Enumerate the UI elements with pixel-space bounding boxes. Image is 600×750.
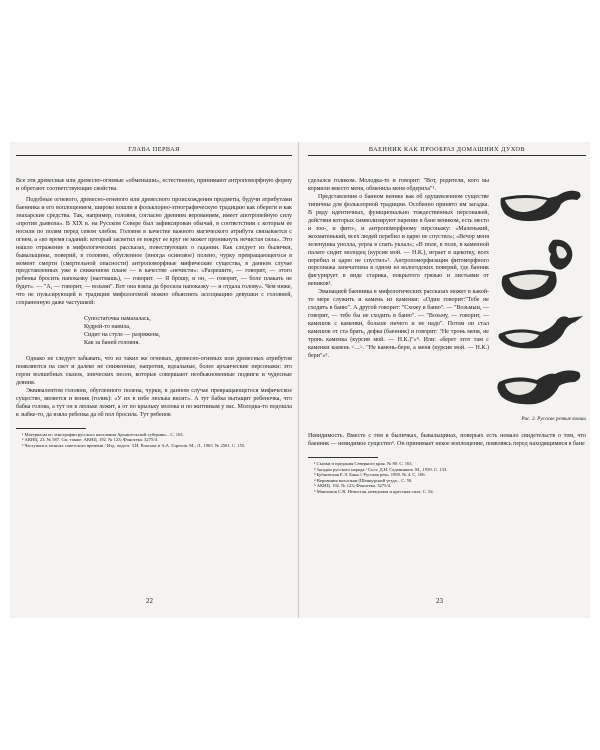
ladle-illustration-2 [495,236,586,306]
verse-line: Супостаточка намазалась, [84,316,151,323]
ladle-illustration-4 [495,364,586,412]
paragraph: Эквивалентом головни, обугленного полена, чурки, в данном случае превращающегося мифическое существо, является и веник (голик): «У их в избе люлька висит». А тут бабка вытащит ребеночка, что бабка голова, а тут он в люльке лежит, а от по крыльку молока и по житникам у вас. Молодка-то подошла к зыбке-то, да взяла ребенка да об пол бросила. Тут ребенок [16,387,292,418]
footnote: ⁵ АКНЦ. 192. № 123; Фонотека. 3275/4. [314,483,392,489]
text-column [308,178,489,430]
footnote: ³ Бубновская Е.Э. Баня // Русская речь. 1990. № 4. С. 106. [314,472,426,478]
right-page [308,146,586,494]
figure-caption: Рис. 3. Русские резные ковши [521,416,586,422]
footnote: ⁴ Верования вологжан (Шенкурский уезда... С. 59. [314,477,413,483]
verse-line: Сидит на стуле — разряжена, [84,332,161,339]
paragraph: Представления о банном венике как об одушевленном существе типичны для фольклорной традиции. Особенно принято им загадка. В ряду идентичных, функционально тождественных персонажей, действия которых символизируют парение в бане веником, есть место и зоо-, и фито-, и антропоморфному персонажу: «Маленький, жохматенький, всех людей перебил и царю не спустил»; «Вечор меня зеленушка уполла, уерла в спать уклал»; «В поле, в поле, в каменной палате сидит молодец (курсив мой. — Н.К.), играет в щекотку, всех перебил и царю не спустил»². Антропоморфизация фитоморфного персонажа запечатлена в одном из вологодских поверий, где банник фигурирует в виде старика, покрытого грязью и листьями от веников³. [308,193,490,288]
footnote: ³ Частушки в записях советского времени / Изд. подгот. З.И. Власова и А.А. Горелов. М.; Л., 1965. № 2501. С. 155. [22,442,246,448]
left-head-rule [16,155,292,156]
left-page [16,146,292,448]
right-page-number: 23 [436,597,443,605]
verse-line: Кудрей-то навила, [84,324,131,331]
left-running-head: ГЛАВА ПЕРВАЯ [128,146,180,153]
paragraph: Однако не следует забывать, что из таких же огневых, древесно-огневых или древесных атрибутов появляются на свет и далеко не сниженные, напротив, идеальные, более архаические персонажи: это герои волшебных сказок, эпических песен, которые совершают необыкновенные подвиги и чудесные деяния. [16,355,292,386]
right-head-rule [308,155,586,156]
footnote: ² АКНЦ. 23. № 587. См. также: АКНЦ. 192. № 123; Фонотека. 3275/4. [22,437,159,443]
paragraph: Эманацией баенника в мифологических рассказах может в какой-то мере служить и камень из каменки: «Один говорит:"Тебе не сходить в баню". А другой говорит: "Схожу в баню". — "Возьмыи, — говорит, — тебе бы не сходить в баню". — "Возьму, — говорит, — камешок с каменки, больше ничего и не надо". Потом он стал камешок от ста брать, дефка (баенник) и говорит: "Не тронь меня, не тронь каменка (курсив мой. — Н.К.)"»⁴. Или: «берет этот там с каменки камень <...>. "Не камень-берн, а меня (курсив мой. — Н.К.) бери"»⁵. [308,289,489,359]
right-body [308,178,586,449]
left-page-number: 22 [146,597,153,605]
right-running-head: ВАЕННИК КАК ПРООБРАЗ ДОМАШНИХ ДУХОВ [368,146,526,153]
footnote: ¹ Сказки и предания Северного края. № 80. С. 163. [314,460,413,466]
verse-line: Как за баней головня. [84,339,140,346]
footnote: ⁶ Максимов С.В. Нечистая, неведомая и крестная сила. С. 54. [314,488,434,494]
ladle-illustration-3 [495,314,586,358]
verse-quote [84,316,292,348]
ladle-illustration-1 [495,184,586,228]
paragraph: Подобные огневого, древесно-огневого или древесного происхождения предметы, будучи атрибутами баенника и его воплощением, широко вошли в фольклорно-этнографическую традицию как обереги и как знахарские средства. Так, например, головня, согласно древним верованиям, имеет апотропейную силу «против дьявола». В XIX в. на Русском Севере был зафиксирован обычай, в соответствии с которым ее носили по полям перед севом хлебов. Головня в качестве важного магического атрибута связывается с огнем, а «во время гаданий: который засветил ее вокруг ее круг не может проникнуть нечистая сила». Это нашло отражение в мифологических рассказах, повествующих о гадании. Как следует из былички, бывальщины, поверий, в головню, обугленное (иногда осиновое) полено, чурку превращающегося в момент смерти (смертельной опасности) антропоморфные мифические существа, в данном случае представленных уже в сниженном плане — в качестве «нечисти»: «Разрешите, — говорит, — этого ребенка бросить напоказку (наотмашь), — говорит. — Я брошу, и он, — говорит, — боле плакать не будет». — "А, — говорит, — возьми". Вот она взяла да бросила напоказку — и отдала голову». Чем ниже, что не пульсирующей в традиции мифологемой можно объяснить ассоциацию девушки с головней, сохраненную даже частушкой: [16,196,292,307]
footnote: ¹ Материалы по этнографии русского населения Архангельской губернии... С. 163. [22,431,184,437]
footnote-rule [308,457,378,458]
book-gutter [298,142,299,618]
paragraph: Все эти древесные или древесно-огневые «обменыши», естественно, принимают антропоморфную форму и обретают соответствующие свойства. [16,178,292,192]
paragraph: сделался голиком. Молодка-то и говорит: "Вот, родители, кого вы кормили вместо меня, обменила меня обдериха"¹. [308,178,489,192]
paragraph: Невидимость. Вместе с тем в быличках, бывальщинах, поверьях есть немало свидетельств о том, что баенник — невидимое существо⁶. Он принимает некое воплощение, появляясь перед находящимися в бане [308,433,586,447]
figure-carved-ladles [495,178,586,430]
text-figure-columns [308,178,586,430]
footnote-rule [16,428,86,429]
left-body [16,178,292,420]
footnote: ² Загадки русского народа / Сост. Д.Н. Садовников. М., 1959. С. 133. [314,466,448,472]
